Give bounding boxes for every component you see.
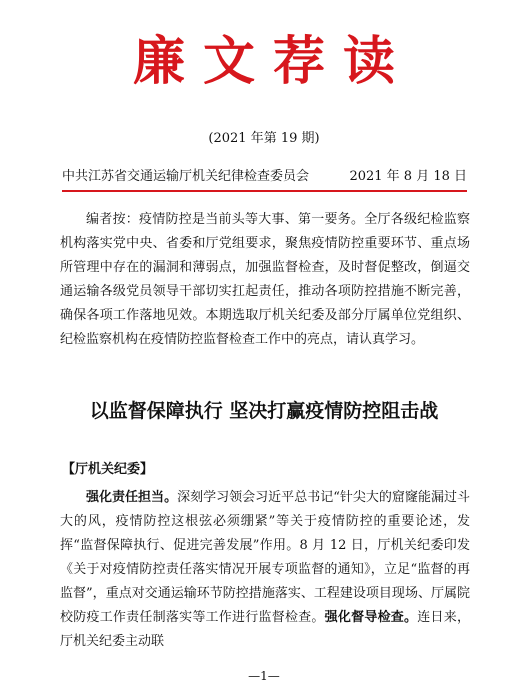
article-headline: 以监督保障执行 坚决打赢疫情防控阻击战 — [89, 400, 439, 422]
masthead-title: 廉文荐读 — [132, 31, 413, 92]
body-lead-1: 强化责任担当。 — [86, 490, 178, 505]
issue-date: 2021 年 8 月 18 日 — [349, 169, 467, 184]
body-text-1: 深刻学习领会习近平总书记“针尖大的窟窿能漏过斗大的风，疫情防控这根弦必须绷紧”等关于疫情防控的重要论述，发挥“监督保障执行、促进完善发展”作用。8 月 12 日，厅机关纪委印发《关于对疫情防控责任落实情况开展专项监督的通知》，立足“监督的再监督”，重点对交通运输环节防控措施落实、工程建设项目现场、厅属院校防疫工作责任制落实等工作进行监督检查。 — [60, 490, 470, 625]
article-body — [60, 486, 470, 654]
section-tag: 【厅机关纪委】 — [62, 462, 154, 477]
page-number: —1— — [248, 669, 280, 683]
issuer-name: 中共江苏省交通运输厅机关纪律检查委员会 — [62, 169, 310, 184]
editor-note: 编者按：疫情防控是当前头等大事、第一要务。全厅各级纪检监察机构落实党中央、省委和厅党组要求，聚焦疫情防控重要环节、重点场所管理中存在的漏洞和薄弱点，加强监督检查，及时督促整改，倒逼交通运输各级党员领导干部切实扛起责任，推动各项防控措施不断完善，确保各项工作落地见效。本期选取厅机关纪委及部分厅属单位党组织、纪检监察机构在疫情防控监督检查工作中的亮点，请认真学习。 — [60, 212, 470, 347]
issuer-line — [62, 168, 467, 186]
body-lead-2: 强化督导检查。 — [324, 610, 418, 625]
body-text-2: 连日来，厅机关纪委主动联 — [60, 610, 470, 649]
issue-number: (2021 年第 19 期) — [208, 131, 320, 146]
red-divider — [62, 190, 467, 192]
